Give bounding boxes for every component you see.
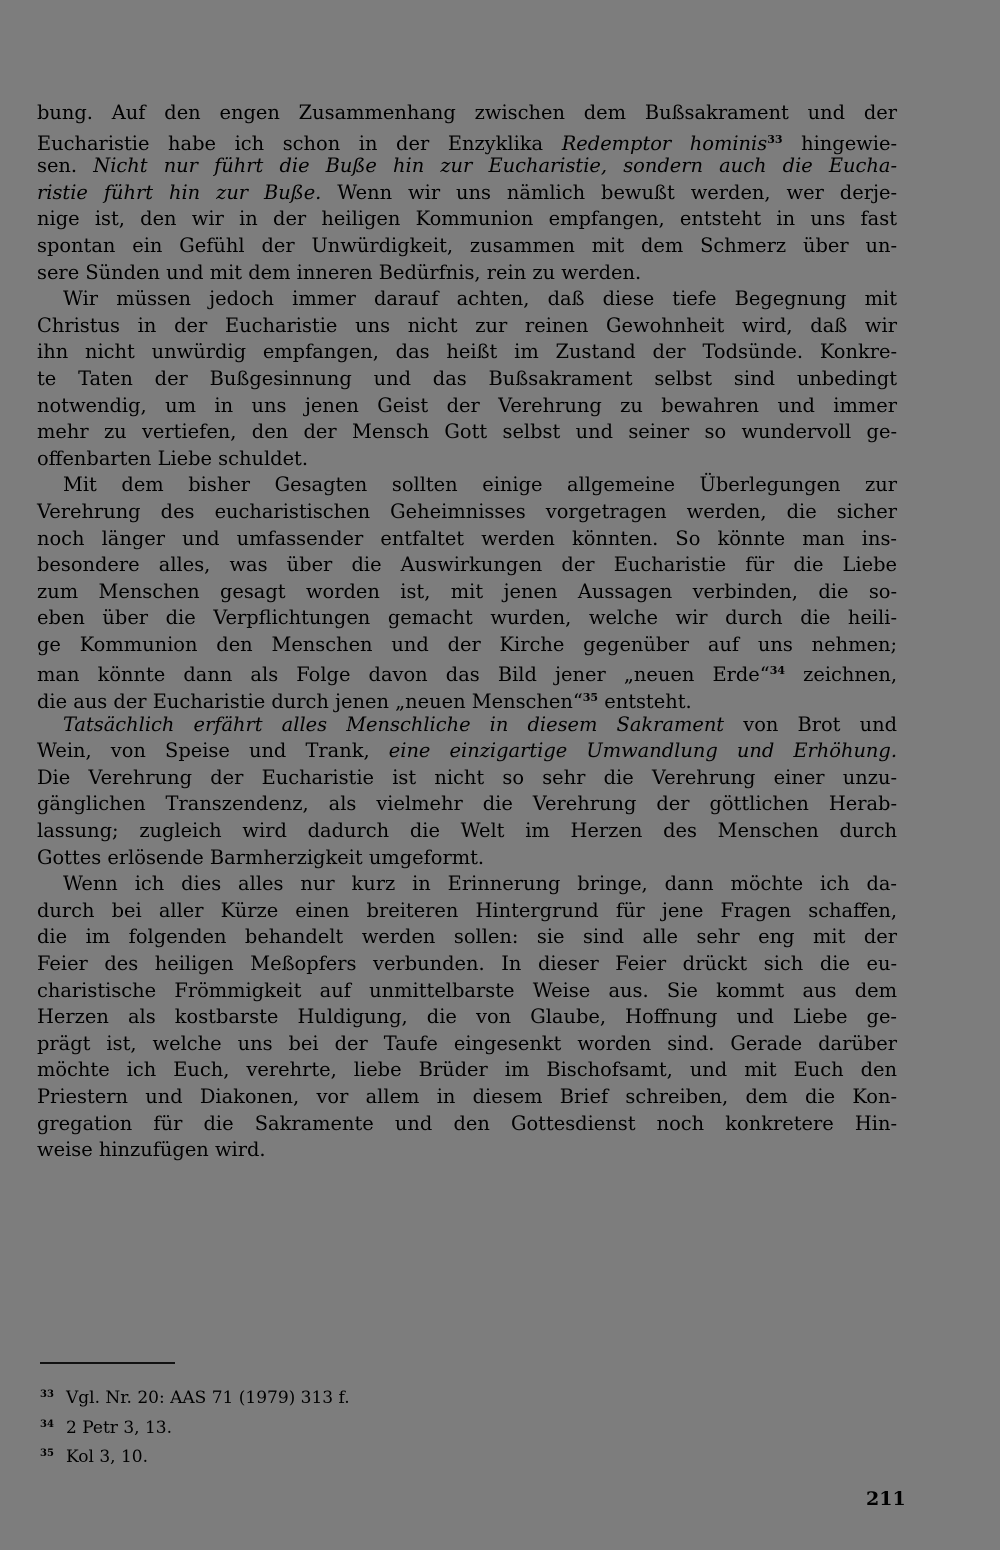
text-segment: ge Kommunion den Menschen und der Kirche gegenüber auf uns nehmen; bbox=[37, 632, 897, 656]
text-line bbox=[37, 260, 897, 287]
footnotes bbox=[40, 1382, 350, 1471]
text-line bbox=[37, 791, 897, 818]
text-line bbox=[37, 605, 897, 632]
paragraph-2 bbox=[37, 286, 897, 472]
footnote-number: 35 bbox=[40, 1448, 54, 1459]
text-segment: möchte ich Euch, verehrte, liebe Brüder im Bischofsamt, und mit Euch den bbox=[37, 1058, 897, 1082]
text-segment: durch bei aller Kürze einen breiteren Hintergrund für jene Fragen schaffen, bbox=[37, 898, 897, 922]
text-segment: besondere alles, was über die Auswirkungen der Eucharistie für die Liebe bbox=[37, 553, 897, 577]
text-line bbox=[37, 658, 897, 685]
italic-text: Redemptor hominis bbox=[561, 131, 768, 155]
footnote-reference: 34 bbox=[769, 664, 785, 678]
text-segment: spontan ein Gefühl der Unwürdigkeit, zusammen mit dem Schmerz über un- bbox=[37, 233, 897, 257]
footnote-reference: 33 bbox=[767, 132, 783, 146]
text-line bbox=[37, 765, 897, 792]
text-segment: Priestern und Diakonen, vor allem in diesem Brief schreiben, dem die Kon- bbox=[37, 1084, 897, 1108]
text-segment: man könnte dann als Folge davon das Bild jener „neuen Erde“ bbox=[37, 663, 770, 687]
text-line bbox=[37, 685, 897, 712]
paragraph-3 bbox=[37, 472, 897, 714]
text-line bbox=[37, 871, 897, 898]
text-line bbox=[37, 924, 897, 951]
text-segment: Mit dem bisher Gesagten sollten einige allgemeine Überlegungen zur bbox=[63, 473, 897, 497]
paragraph-4 bbox=[37, 712, 897, 872]
text-segment: Die Verehrung der Eucharistie ist nicht so sehr die Verehrung einer unzu- bbox=[37, 765, 897, 789]
italic-text: Tatsächlich erfährt alles Menschliche in diesem Sakrament bbox=[63, 712, 725, 736]
footnote-reference: 35 bbox=[582, 691, 599, 705]
text-segment: Wir müssen jedoch immer darauf achten, daß diese tiefe Begegnung mit bbox=[63, 287, 897, 311]
text-line bbox=[37, 499, 897, 526]
text-segment: hingewie- bbox=[782, 131, 898, 155]
footnote-text: Vgl. Nr. 20: AAS 71 (1979) 313 f. bbox=[66, 1388, 350, 1408]
text-line bbox=[37, 951, 897, 978]
text-segment: Verehrung des eucharistischen Geheimnisses vorgetragen werden, die sicher bbox=[37, 499, 897, 523]
text-segment: sen. bbox=[37, 154, 94, 178]
footnote-33 bbox=[40, 1382, 350, 1412]
text-segment: Wenn ich dies alles nur kurz in Erinnerung bringe, dann möchte ich da- bbox=[63, 872, 897, 896]
text-segment: lassung; zugleich wird dadurch die Welt im Herzen des Menschen durch bbox=[37, 819, 897, 843]
text-segment: zum Menschen gesagt worden ist, mit jenen Aussagen verbinden, die so- bbox=[37, 579, 897, 603]
text-segment: charistische Frömmigkeit auf unmittelbarste Weise aus. Sie kommt aus dem bbox=[37, 978, 897, 1002]
text-line bbox=[37, 1004, 897, 1031]
paragraph-5 bbox=[37, 871, 897, 1164]
text-line bbox=[37, 339, 897, 366]
text-segment: von Brot und bbox=[724, 712, 897, 736]
italic-text: ristie führt hin zur Buße. bbox=[37, 180, 322, 204]
text-line bbox=[37, 393, 897, 420]
text-segment: Feier des heiligen Meßopfers verbunden. In dieser Feier drückt sich die eu- bbox=[37, 952, 897, 975]
text-line bbox=[37, 313, 897, 340]
text-line bbox=[37, 472, 897, 499]
body-text bbox=[37, 100, 897, 1164]
italic-text: Nicht nur führt die Buße hin zur Eucharistie, sondern auch die Eucha- bbox=[93, 154, 897, 178]
text-line bbox=[37, 180, 897, 207]
text-line bbox=[37, 1111, 897, 1138]
text-segment: die im folgenden behandelt werden sollen: sie sind alle sehr eng mit der bbox=[37, 925, 897, 949]
text-line bbox=[37, 845, 897, 872]
text-line bbox=[37, 1031, 897, 1058]
text-line bbox=[37, 1137, 897, 1164]
text-segment: Eucharistie habe ich schon in der Enzyklika bbox=[37, 131, 562, 155]
text-segment: sere Sünden und mit dem inneren Bedürfnis, rein zu werden. bbox=[37, 260, 642, 284]
text-line bbox=[37, 1084, 897, 1111]
text-segment: Wein, von Speise und Trank, bbox=[37, 739, 389, 763]
text-segment: eben über die Verpflichtungen gemacht wurden, welche wir durch die heili- bbox=[37, 606, 897, 630]
text-line bbox=[37, 552, 897, 579]
footnote-rule bbox=[40, 1362, 175, 1364]
footnote-text: 2 Petr 3, 13. bbox=[66, 1417, 172, 1438]
text-line bbox=[37, 1057, 897, 1084]
text-segment: offenbarten Liebe schuldet. bbox=[37, 446, 309, 470]
footnote-34 bbox=[40, 1412, 350, 1442]
paragraph-1 bbox=[37, 100, 897, 286]
text-line bbox=[37, 153, 897, 180]
text-line bbox=[37, 419, 897, 446]
footnote-text: Kol 3, 10. bbox=[66, 1447, 148, 1467]
text-line bbox=[37, 712, 897, 739]
footnote-number: 33 bbox=[40, 1389, 54, 1400]
text-segment: Gottes erlösende Barmherzigkeit umgeformt. bbox=[37, 845, 485, 869]
text-segment: gänglichen Transzendenz, als vielmehr die Verehrung der göttlichen Herab- bbox=[37, 792, 897, 816]
text-segment: weise hinzufügen wird. bbox=[37, 1138, 266, 1162]
text-segment: prägt ist, welche uns bei der Taufe eingesenkt worden sind. Gerade darüber bbox=[37, 1031, 897, 1055]
text-segment: zeichnen, bbox=[785, 663, 897, 687]
footnote-number: 34 bbox=[40, 1418, 54, 1430]
text-segment: bung. Auf den engen Zusammenhang zwischen dem Bußsakrament und der bbox=[37, 101, 897, 124]
text-segment: Herzen als kostbarste Huldigung, die von Glaube, Hoffnung und Liebe ge- bbox=[37, 1005, 897, 1029]
footnote-35 bbox=[40, 1441, 350, 1471]
text-line bbox=[37, 127, 897, 154]
text-line bbox=[37, 100, 897, 127]
text-line bbox=[37, 579, 897, 606]
text-line bbox=[37, 446, 897, 473]
text-segment: mehr zu vertiefen, den der Mensch Gott selbst und seiner so wundervoll ge- bbox=[37, 420, 897, 444]
text-line bbox=[37, 978, 897, 1005]
text-line bbox=[37, 738, 897, 765]
text-line bbox=[37, 818, 897, 845]
text-segment: noch länger und umfassender entfaltet werden könnten. So könnte man ins- bbox=[37, 526, 897, 550]
text-line bbox=[37, 206, 897, 233]
text-line bbox=[37, 632, 897, 659]
text-segment: nige ist, den wir in der heiligen Kommunion empfangen, entsteht in uns fast bbox=[37, 207, 897, 231]
text-segment: entsteht. bbox=[598, 690, 692, 714]
page-number: 211 bbox=[866, 1488, 906, 1510]
text-line bbox=[37, 286, 897, 313]
text-segment: notwendig, um in uns jenen Geist der Verehrung zu bewahren und immer bbox=[37, 393, 897, 417]
text-segment: te Taten der Bußgesinnung und das Bußsakrament selbst sind unbedingt bbox=[37, 366, 897, 390]
italic-text: eine einzigartige Umwandlung und Erhöhung. bbox=[388, 739, 897, 763]
text-line bbox=[37, 233, 897, 260]
text-line bbox=[37, 366, 897, 393]
text-segment: Wenn wir uns nämlich bewußt werden, wer derje- bbox=[321, 180, 898, 204]
text-line bbox=[37, 898, 897, 925]
text-segment: Christus in der Eucharistie uns nicht zur reinen Gewohnheit wird, daß wir bbox=[37, 313, 897, 337]
text-segment: gregation für die Sakramente und den Gottesdienst noch konkretere Hin- bbox=[37, 1111, 897, 1135]
text-segment: ihn nicht unwürdig empfangen, das heißt im Zustand der Todsünde. Konkre- bbox=[37, 340, 897, 364]
text-segment: die aus der Eucharistie durch jenen „neuen Menschen“ bbox=[37, 690, 583, 714]
text-line bbox=[37, 526, 897, 553]
